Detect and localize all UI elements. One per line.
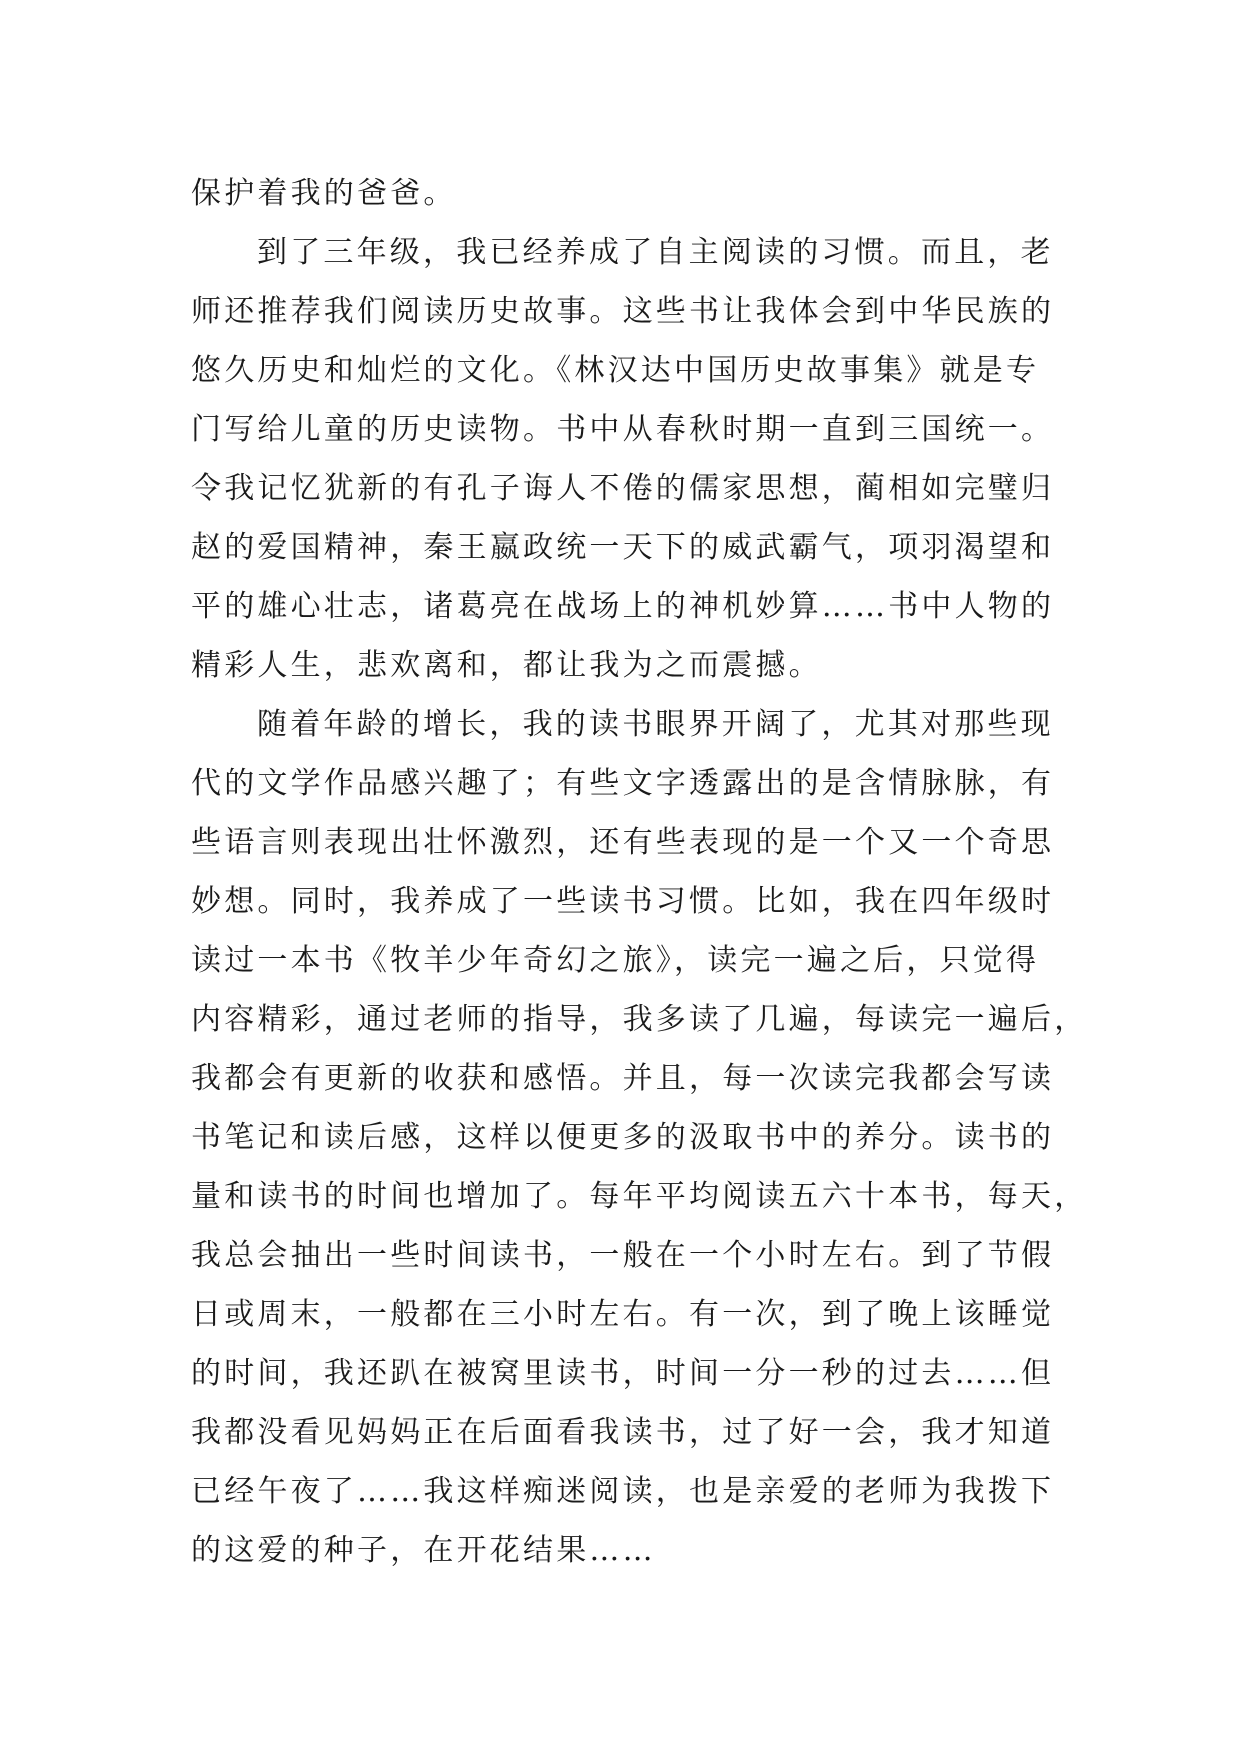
text-line: 已经午夜了……我这样痴迷阅读，也是亲爱的老师为我拨下 [191, 1474, 1055, 1509]
text-line: 妙想。同时，我养成了一些读书习惯。比如，我在四年级时 [191, 884, 1055, 919]
text-line: 平的雄心壮志，诸葛亮在战场上的神机妙算……书中人物的 [191, 589, 1055, 624]
text-line: 的这爱的种子，在开花结果…… [191, 1533, 656, 1568]
text-line: 读过一本书《牧羊少年奇幻之旅》，读完一遍之后，只觉得 [191, 943, 1040, 978]
text-line: 赵的爱国精神，秦王嬴政统一天下的威武霸气，项羽渴望和 [191, 530, 1055, 565]
text-line: 到了三年级，我已经养成了自主阅读的习惯。而且，老 [257, 235, 1054, 270]
text-line: 师还推荐我们阅读历史故事。这些书让我体会到中华民族的 [191, 294, 1055, 329]
text-line: 我都会有更新的收获和感悟。并且，每一次读完我都会写读 [191, 1061, 1055, 1096]
text-line: 精彩人生，悲欢离和，都让我为之而震撼。 [191, 648, 822, 683]
text-line: 的时间，我还趴在被窝里读书，时间一分一秒的过去……但 [191, 1356, 1055, 1391]
text-line: 日或周末，一般都在三小时左右。有一次，到了晚上该睡觉 [191, 1297, 1055, 1332]
text-line: 门写给儿童的历史读物。书中从春秋时期一直到三国统一。 [191, 412, 1055, 447]
text-line: 我都没看见妈妈正在后面看我读书，过了好一会，我才知道 [191, 1415, 1055, 1450]
text-line: 悠久历史和灿烂的文化。《林汉达中国历史故事集》就是专 [191, 353, 1040, 388]
text-line: 些语言则表现出壮怀激烈，还有些表现的是一个又一个奇思 [191, 825, 1055, 860]
text-line: 书笔记和读后感，这样以便更多的汲取书中的养分。读书的 [191, 1120, 1055, 1155]
body-text [191, 164, 1088, 1580]
text-line: 代的文学作品感兴趣了；有些文字透露出的是含情脉脉，有 [191, 766, 1055, 801]
text-line: 保护着我的爸爸。 [191, 176, 457, 211]
text-line: 内容精彩，通过老师的指导，我多读了几遍，每读完一遍后， [191, 1002, 1088, 1037]
text-line: 我总会抽出一些时间读书，一般在一个小时左右。到了节假 [191, 1238, 1055, 1273]
text-line: 量和读书的时间也增加了。每年平均阅读五六十本书，每天， [191, 1179, 1088, 1214]
text-line: 令我记忆犹新的有孔子诲人不倦的儒家思想，蔺相如完璧归 [191, 471, 1055, 506]
text-line: 随着年龄的增长，我的读书眼界开阔了，尤其对那些现 [257, 707, 1054, 742]
